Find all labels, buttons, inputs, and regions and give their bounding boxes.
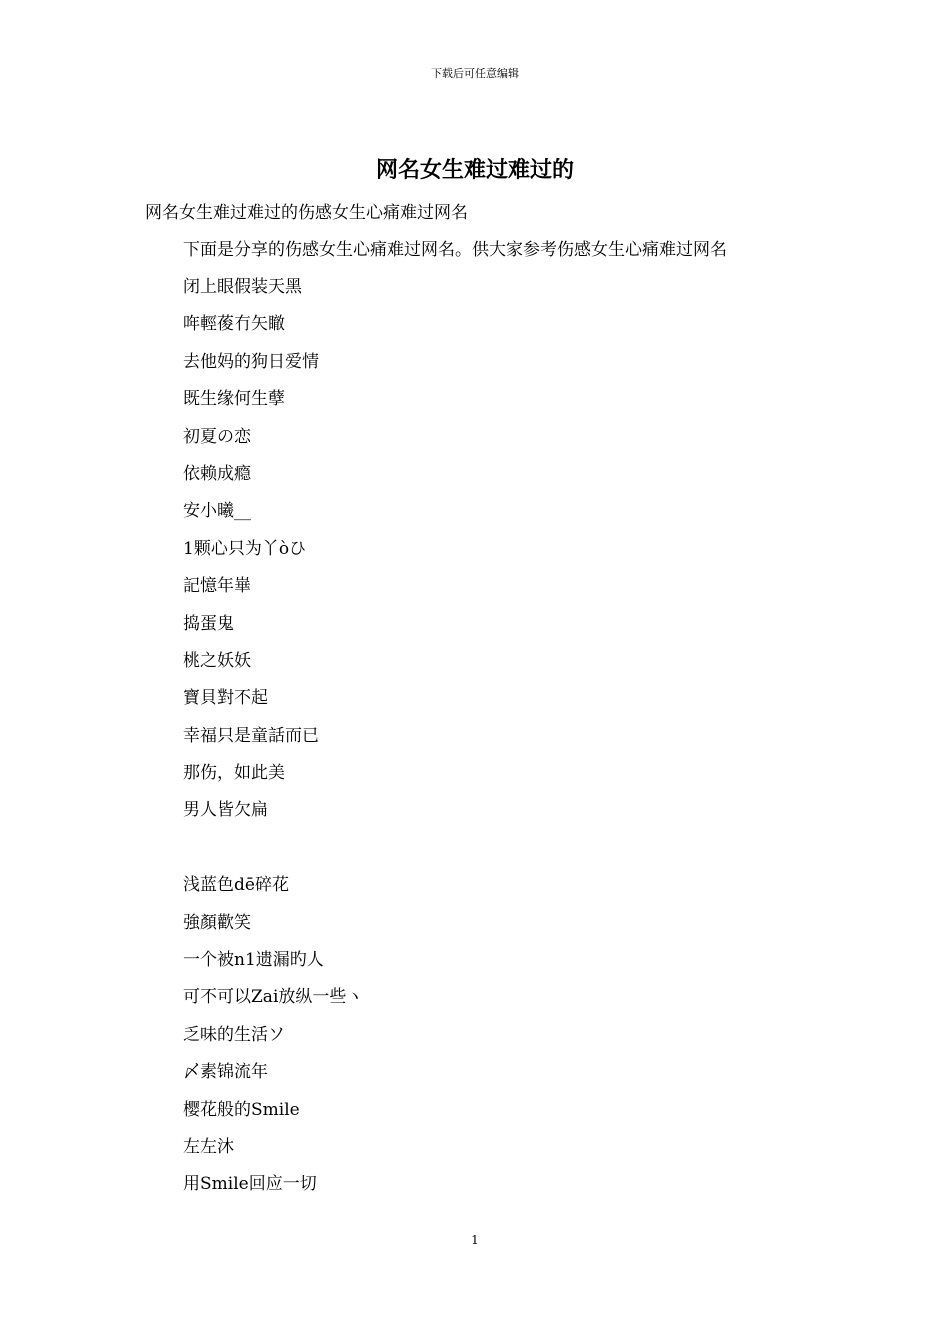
nickname-item: 闭上眼假装天黑: [183, 277, 302, 297]
nickname-item: 哖輕葰冇矢瞮: [183, 314, 285, 335]
nickname-item: 安小曦__: [183, 501, 251, 522]
document-title: 网名女生难过难过的: [375, 157, 574, 183]
page-number: 1: [471, 1233, 479, 1247]
nickname-item: 男人皆欠扁: [183, 800, 268, 821]
page-header: 下载后可任意编辑: [431, 67, 519, 80]
nickname-item: 浅蓝色dē碎花: [183, 875, 289, 896]
nickname-item: 幸福只是童話而已: [183, 725, 319, 746]
nickname-item: 〆素锦流年: [183, 1062, 268, 1083]
nickname-item: 依赖成瘾: [183, 463, 251, 484]
document-subtitle: 网名女生难过难过的伤感女生心痛难过网名: [145, 203, 468, 223]
nickname-item: 乏味的生活ソ: [183, 1024, 285, 1045]
nickname-item: 1颗心只为丫òひ: [183, 538, 307, 559]
nickname-item: 用Smile回应一切: [183, 1174, 317, 1195]
nickname-item: 初夏の恋: [183, 426, 251, 447]
nickname-item: 強顏歡笑: [183, 912, 251, 933]
intro-paragraph: 下面是分享的伤感女生心痛难过网名。供大家参考伤感女生心痛难过网名: [183, 240, 727, 260]
nickname-item: 記憶年崋: [183, 576, 251, 597]
nickname-item: 樱花般的Smile: [183, 1099, 300, 1120]
nickname-item: 一个被n1遗漏旳人: [183, 950, 324, 971]
blank-line: [183, 835, 363, 872]
nickname-item: 捣蛋鬼: [183, 613, 234, 634]
nickname-item: 去他妈的狗日爱情: [183, 351, 319, 372]
nickname-list: [183, 274, 363, 1209]
nickname-item: 桃之妖妖: [183, 650, 251, 671]
nickname-item: 既生缘何生孽: [183, 389, 285, 410]
nickname-item: 寶貝對不起: [183, 688, 268, 709]
nickname-item: 可不可以Zai放纵一些ヽ: [183, 987, 364, 1008]
nickname-item: 那伤，如此美: [183, 763, 285, 784]
nickname-item: 左左沐: [183, 1136, 234, 1157]
